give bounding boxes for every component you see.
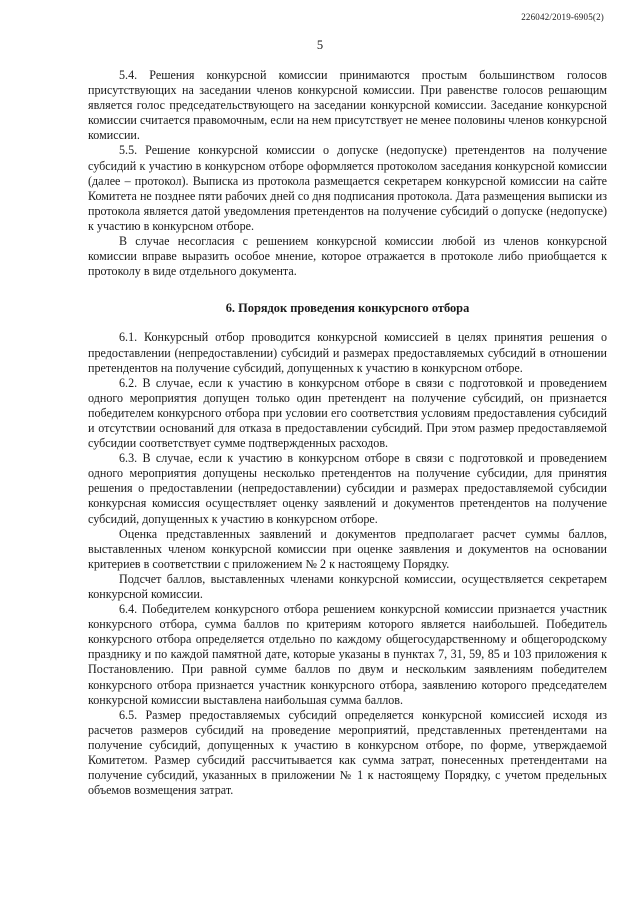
paragraph-6-5: 6.5. Размер предоставляемых субсидий определяется конкурсной комиссией исходя из расчетов размеров субсидий на проведение мероприятий, представленных претендентами на получение субсидий, допущенных к участию в конкурсном отборе, по форме, утверждаемой Комитетом. Размер субсидий рассчитывается как сумма затрат, понесенных претендентами на получение субсидий, указанных в приложении № 1 к настоящему Порядку, с учетом предельных объемов возмещения затрат. [88,707,607,798]
paragraph-scoring: Подсчет баллов, выставленных членами конкурсной комиссии, осуществляется секретарем конкурсной комиссии. [88,571,607,601]
paragraph-5-4: 5.4. Решения конкурсной комиссии принимаются простым большинством голосов присутствующих на заседании членов конкурсной комиссии. При равенстве голосов решающим является голос председательствующего на заседании конкурсной комиссии. Заседание конкурсной комиссии считается правомочным, если на нем присутствует не менее половины членов конкурсной комиссии. [88,68,607,143]
document-id: 226042/2019-6905(2) [521,12,604,22]
document-body [88,68,607,798]
paragraph-evaluation: Оценка представленных заявлений и документов предполагает расчет суммы баллов, выставленных членом конкурсной комиссии при оценке заявления и документов на основании критериев в соответствии с приложением № 2 к настоящему Порядку. [88,526,607,571]
section-6-title: 6. Порядок проведения конкурсного отбора [225,301,470,316]
paragraph-6-2: 6.2. В случае, если к участию в конкурсном отборе в связи с подготовкой и проведением одного мероприятия допущен только один претендент на получение субсидий, он признается победителем конкурсного отбора при условии его соответствия условиям предоставления субсидий и отсутствии оснований для отказа в предоставлении субсидий. При этом размер предоставляемой субсидии соответствует сумме подтвержденных расходов. [88,375,607,451]
paragraph-dissent: В случае несогласия с решением конкурсной комиссии любой из членов конкурсной комиссии вправе выразить особое мнение, которое отражается в протоколе либо приобщается к протоколу в виде отдельного документа. [88,234,607,279]
paragraph-5-5: 5.5. Решение конкурсной комиссии о допуске (недопуске) претендентов на получение субсидий к участию в конкурсном отборе оформляется протоколом заседания конкурсной комиссии (далее – протокол). Выписка из протокола размещается секретарем конкурсной комиссии на сайте Комитета не позднее пяти рабочих дней со дня подписания протокола. Дата размещения выписки из протокола является датой уведомления претендентов на получение субсидий о допуске (недопуске) к участию в конкурсном отборе. [88,143,607,233]
paragraph-6-3: 6.3. В случае, если к участию в конкурсном отборе в связи с подготовкой и проведением одного мероприятия допущены несколько претендентов на получение субсидии, для принятия решения о предоставлении (непредоставлении) субсидии и размерах предоставляемой субсидии конкурсная комиссия осуществляет оценку заявлений и документов претендентов на получение субсидий, допущенных к участию в конкурсном отборе. [88,451,607,526]
paragraph-6-4: 6.4. Победителем конкурсного отбора решением конкурсной комиссии признается участник конкурсного отбора, сумма баллов по критериям которого является наибольшей. Победитель конкурсного отбора определяется отдельно по каждому общегосударственному и общегородскому празднику и по каждой памятной дате, которые указаны в пунктах 7, 31, 59, 85 и 103 приложения к Постановлению. При равной сумме баллов по двум и нескольким заявлениям победителем конкурсного отбора признается участник конкурсного отбора, заявлению которого председателем конкурсной комиссии выставлена наибольшая сумма баллов. [88,602,607,707]
paragraph-6-1: 6.1. Конкурсный отбор проводится конкурсной комиссией в целях принятия решения о предоставлении (непредоставлении) субсидий и размерах предоставляемых субсидий в отношении претендентов на получение субсидий, допущенных к участию в конкурсном отборе. [88,330,607,375]
page-number: 5 [316,38,324,52]
